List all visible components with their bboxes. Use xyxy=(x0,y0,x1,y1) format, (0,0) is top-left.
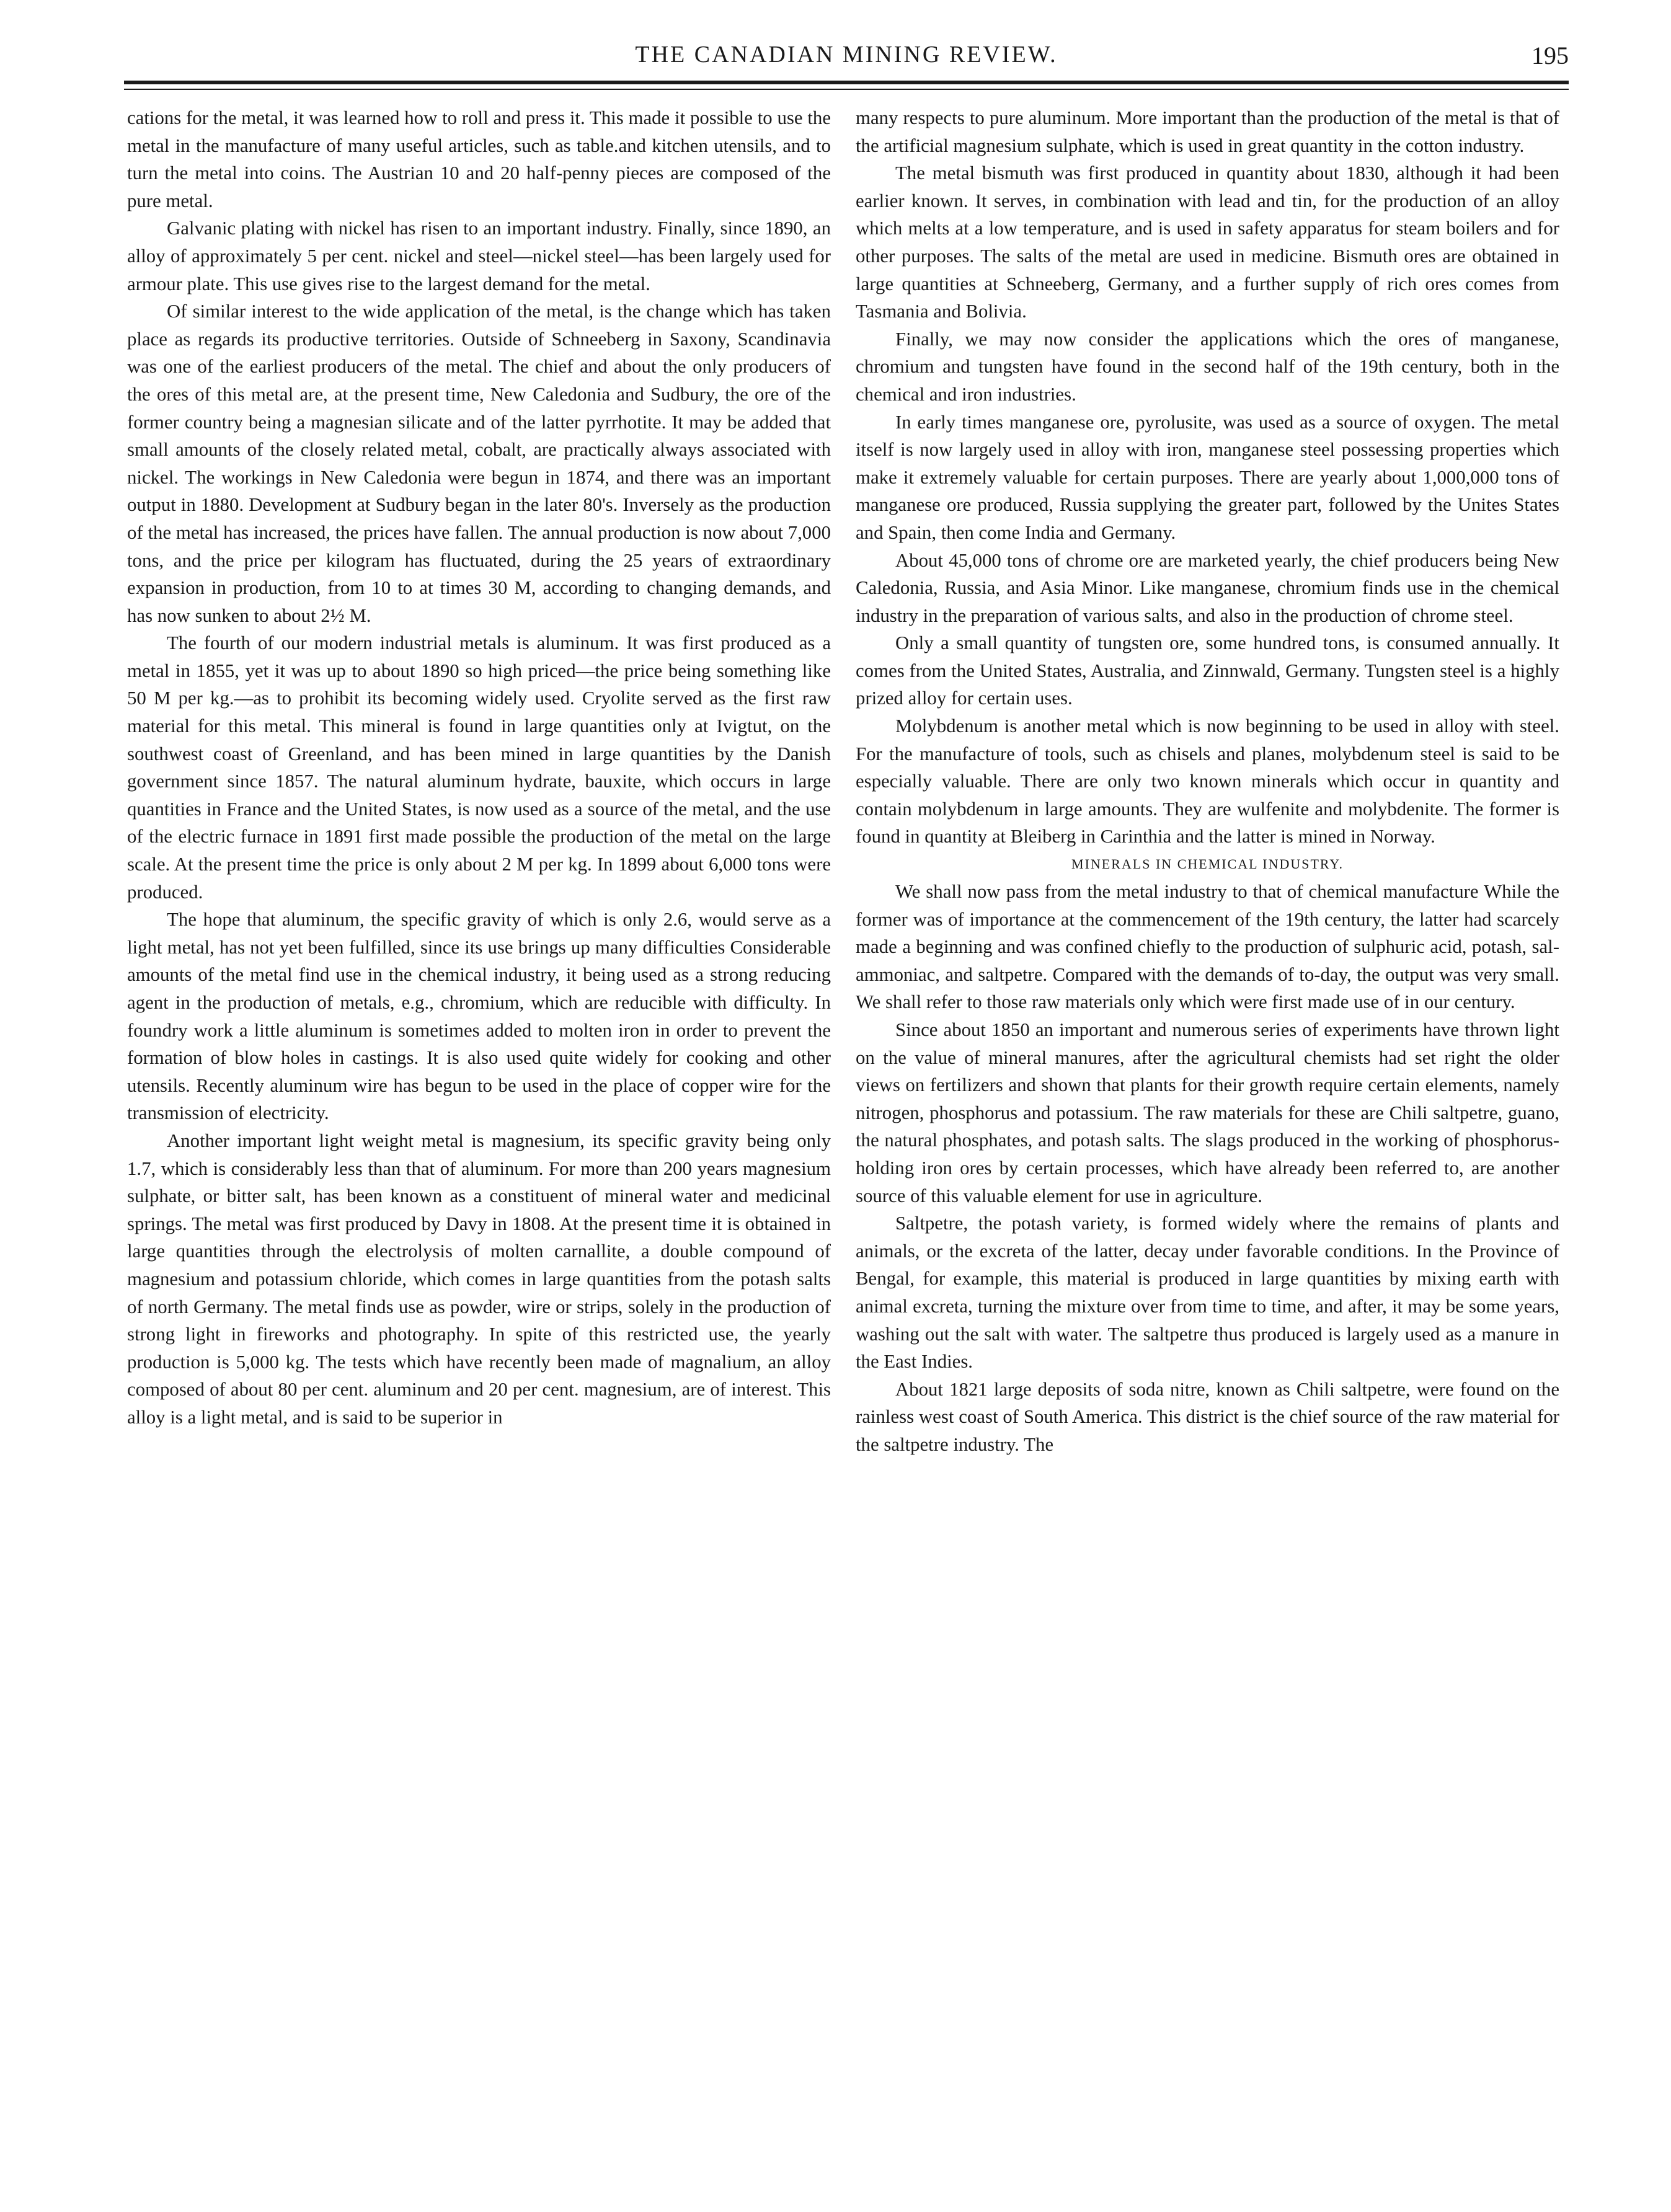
header-rule-thin xyxy=(124,89,1569,90)
paragraph: The hope that aluminum, the specific gravity of which is only 2.6, would serve as a light metal, has not yet been fulfilled, since its use brings up many difficulties Considerable amounts of the metal find use in the chemical industry, it being used as a strong reducing agent in the production of metals, e.g., chromium, which are reducible with difficulty. In foundry work a little aluminum is sometimes added to molten iron in order to prevent the formation of blow holes in castings. It is also used quite widely for cooking and other utensils. Recently aluminum wire has begun to be used in the place of copper wire for the transmission of electricity. xyxy=(127,909,831,1124)
section-heading: MINERALS IN CHEMICAL INDUSTRY. xyxy=(1071,856,1344,872)
paragraph: The metal bismuth was first produced in quantity about 1830, although it had been earlier known. It serves, in combination with lead and tin, for the production of an alloy which melts at a low temperature, and is used in safety apparatus for steam boilers and for other purposes. The salts of the metal are used in medicine. Bismuth ores are obtained in large quantities at Schneeberg, Germany, and a further supply of rich ores comes from Tasmania and Bolivia. xyxy=(856,162,1559,322)
paragraph: Of similar interest to the wide application of the metal, is the change which has taken place as regards its productive territories. Outside of Schneeberg in Saxony, Scandinavia was one of the earliest producers of the metal. The chief and about the only producers of the ores of this metal are, at the present time, New Caledonia and Sudbury, the ore of the former country being a magnesian silicate and of the latter pyrrhotite. It may be added that small amounts of the closely related metal, cobalt, are practically always associated with nickel. The workings in New Caledonia were begun in 1874, and there was an important output in 1880. Development at Sudbury began in the later 80's. Inversely as the production of the metal has increased, the prices have fallen. The annual production is now about 7,000 tons, and the price per kilogram has fluctuated, during the 25 years of extraordinary expansion in production, from 10 to at times 30 M, according to changing demands, and has now sunken to about 2½ M. xyxy=(127,301,831,626)
paragraph: Molybdenum is another metal which is now beginning to be used in alloy with steel. For the manufacture of tools, such as chisels and planes, molybdenum steel is said to be especially valuable. There are only two known minerals which occur in quantity and contain molybdenum in large amounts. They are wulfenite and molybdenite. The former is found in quantity at Bleiberg in Carinthia and the latter is mined in Norway. xyxy=(856,715,1559,847)
paragraph: Galvanic plating with nickel has risen to an important industry. Finally, since 1890, an alloy of approximately 5 per cent. nickel and steel—nickel steel—has been largely used for armour plate. This use gives rise to the largest demand for the metal. xyxy=(127,218,831,294)
running-title: THE CANADIAN MINING REVIEW. xyxy=(635,42,1058,68)
paragraph: Finally, we may now consider the applications which the ores of manganese, chromium and tungsten have found in the second half of the 19th century, both in the chemical and iron industries. xyxy=(856,328,1559,405)
paragraph: Saltpetre, the potash variety, is formed widely where the remains of plants and animals, or the excreta of the latter, decay under favorable conditions. In the Province of Bengal, for example, this material is produced in large quantities by mixing earth with animal excreta, turning the mixture over from time to time, and after, it may be some years, washing out the salt with water. The saltpetre thus produced is largely used as a manure in the East Indies. xyxy=(856,1213,1559,1373)
paragraph: Only a small quantity of tungsten ore, some hundred tons, is consumed annually. It comes from the United States, Australia, and Zinnwald, Germany. Tungsten steel is a highly prized alloy for certain uses. xyxy=(856,632,1559,709)
left-column xyxy=(127,104,831,1431)
header-rule-thick xyxy=(124,81,1569,84)
paragraph: In early times manganese ore, pyrolusite, was used as a source of oxygen. The metal itself is now largely used in alloy with iron, manganese steel possessing properties which make it extremely valuable for certain purposes. There are yearly about 1,000,000 tons of manganese ore produced, Russia supplying the greater part, followed by the Unites States and Spain, then come India and Germany. xyxy=(856,411,1559,543)
paragraph: About 45,000 tons of chrome ore are marketed yearly, the chief producers being New Caledonia, Russia, and Asia Minor. Like manganese, chromium finds use in the chemical industry in the preparation of various salts, and also in the production of chrome steel. xyxy=(856,549,1559,626)
paragraph: We shall now pass from the metal industry to that of chemical manufacture While the former was of importance at the commencement of the 19th century, the latter had scarcely made a beginning and was confined chiefly to the production of sulphuric acid, potash, sal-ammoniac, and saltpetre. Compared with the demands of to-day, the output was very small. We shall refer to those raw materials only which were first made use of in our century. xyxy=(856,881,1559,1013)
running-head xyxy=(124,41,1569,78)
paragraph: Another important light weight metal is magnesium, its specific gravity being only 1.7, which is considerably less than that of aluminum. For more than 200 years magnesium sulphate, or bitter salt, has been known as a constituent of mineral water and medicinal springs. The metal was first produced by Davy in 1808. At the present time it is obtained in large quantities through the electrolysis of molten carnallite, a double compound of magnesium and potassium chloride, which comes in large quantities from the potash salts of north Germany. The metal finds use as powder, wire or strips, solely in the production of strong light in fireworks and photography. In spite of this restricted use, the yearly production is 5,000 kg. The tests which have recently been made of magnalium, an alloy composed of about 80 per cent. aluminum and 20 per cent. magnesium, are of interest. This alloy is a light metal, and is said to be superior in xyxy=(127,1130,831,1428)
page-number: 195 xyxy=(1531,42,1569,69)
right-column xyxy=(856,104,1559,1459)
paragraph: Since about 1850 an important and numerous series of experiments have thrown light on the value of mineral manures, after the agricultural chemists had set right the older views on fertilizers and shown that plants for their growth require certain elements, namely nitrogen, phosphorus and potassium. The raw materials for these are Chili saltpetre, guano, the natural phosphates, and potash salts. The slags produced in the working of phosphorus-holding iron ores by certain processes, which have already been referred to, are another source of this valuable element for use in agriculture. xyxy=(856,1019,1559,1206)
paragraph: cations for the metal, it was learned how to roll and press it. This made it possible to use the metal in the manufacture of many useful articles, such as table.and kitchen utensils, and to turn the metal into coins. The Austrian 10 and 20 half-penny pieces are composed of the pure metal. xyxy=(127,107,831,211)
paragraph: The fourth of our modern industrial metals is aluminum. It was first produced as a metal in 1855, yet it was up to about 1890 so high priced—the price being something like 50 M per kg.—as to prohibit its becoming widely used. Cryolite served as the first raw material for this metal. This mineral is found in large quantities only at Ivigtut, on the southwest coast of Greenland, and has been mined in large quantities by the Danish government since 1857. The natural aluminum hydrate, bauxite, which occurs in large quantities in France and the United States, is now used as a source of the metal, and the use of the electric furnace in 1891 first made possible the production of the metal on the large scale. At the present time the price is only about 2 M per kg. In 1899 about 6,000 tons were produced. xyxy=(127,632,831,903)
paragraph: many respects to pure aluminum. More important than the production of the metal is that of the artificial magnesium sulphate, which is used in great quantity in the cotton industry. xyxy=(856,107,1559,156)
paragraph: About 1821 large deposits of soda nitre, known as Chili saltpetre, were found on the rainless west coast of South America. This district is the chief source of the raw material for the saltpetre industry. The xyxy=(856,1378,1559,1455)
